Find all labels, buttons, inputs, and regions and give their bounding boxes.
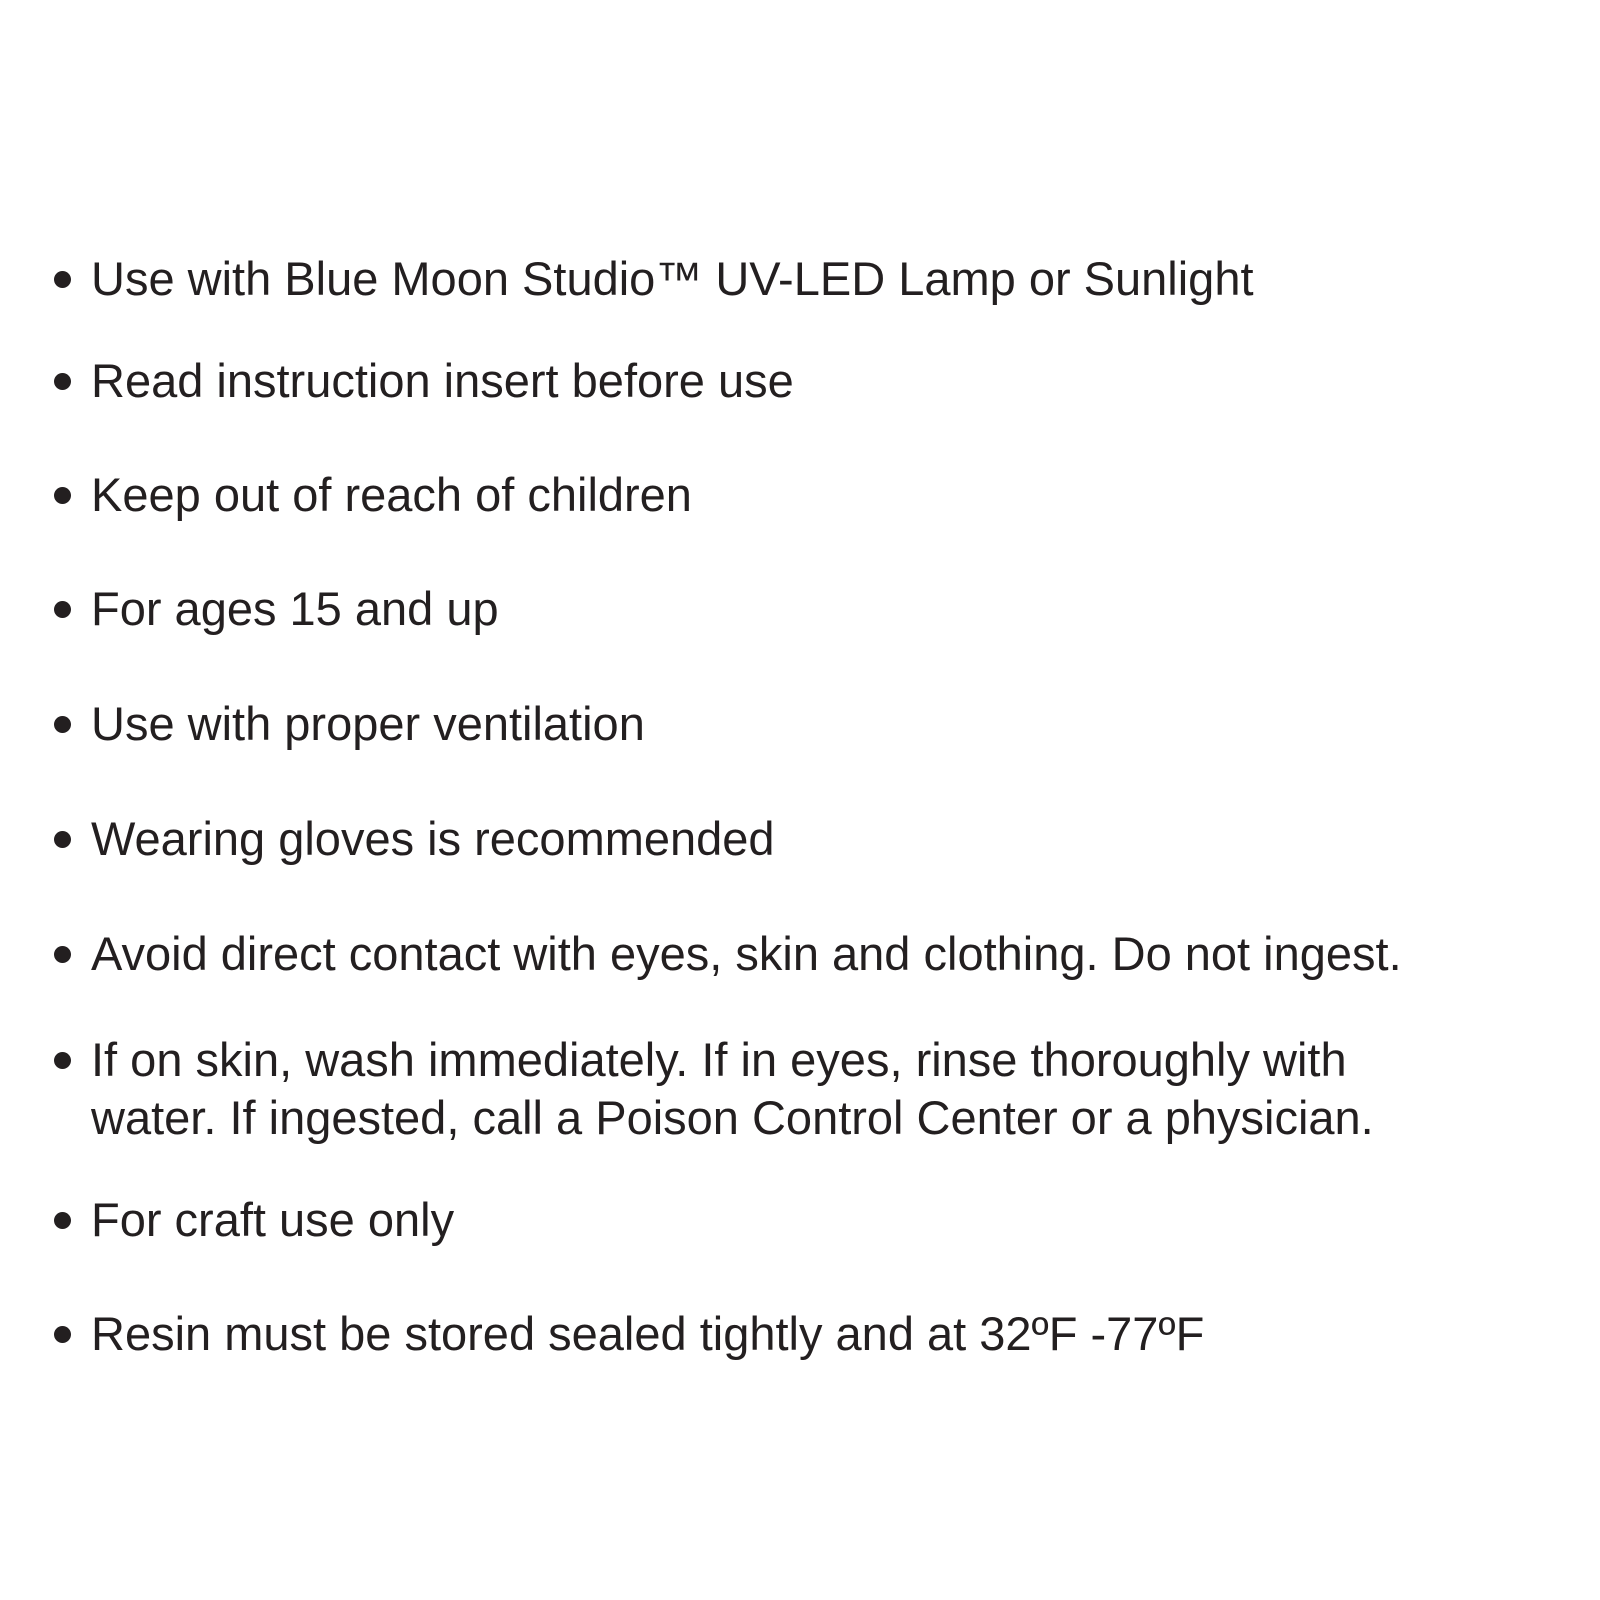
warning-text: Keep out of reach of children — [91, 468, 692, 521]
warning-text: Use with Blue Moon Studio™ UV-LED Lamp or Sunlight — [91, 252, 1254, 305]
bullet-icon — [54, 373, 71, 390]
warning-text: Resin must be stored sealed tightly and at 32ºF -77ºF — [91, 1307, 1205, 1360]
warning-text: Use with proper ventilation — [91, 697, 645, 750]
bullet-icon — [54, 487, 71, 504]
warning-text: Wearing gloves is recommended — [91, 812, 775, 865]
warning-text — [91, 1031, 1374, 1147]
warning-text-line: water. If ingested, call a Poison Control Center or a physician. — [91, 1091, 1374, 1144]
bullet-icon — [54, 1326, 71, 1343]
bullet-icon — [54, 601, 71, 618]
warning-text: For ages 15 and up — [91, 582, 499, 635]
bullet-icon — [54, 831, 71, 848]
warning-text: Avoid direct contact with eyes, skin and clothing. Do not ingest. — [91, 927, 1402, 980]
bullet-icon — [54, 946, 71, 963]
bullet-icon — [54, 271, 71, 288]
bullet-icon — [54, 1052, 71, 1069]
warning-text: For craft use only — [91, 1193, 455, 1246]
bullet-icon — [54, 1212, 71, 1229]
warning-text: Read instruction insert before use — [91, 354, 794, 407]
warning-text-line: If on skin, wash immediately. If in eyes, rinse thoroughly with — [91, 1033, 1347, 1086]
bullet-icon — [54, 716, 71, 733]
